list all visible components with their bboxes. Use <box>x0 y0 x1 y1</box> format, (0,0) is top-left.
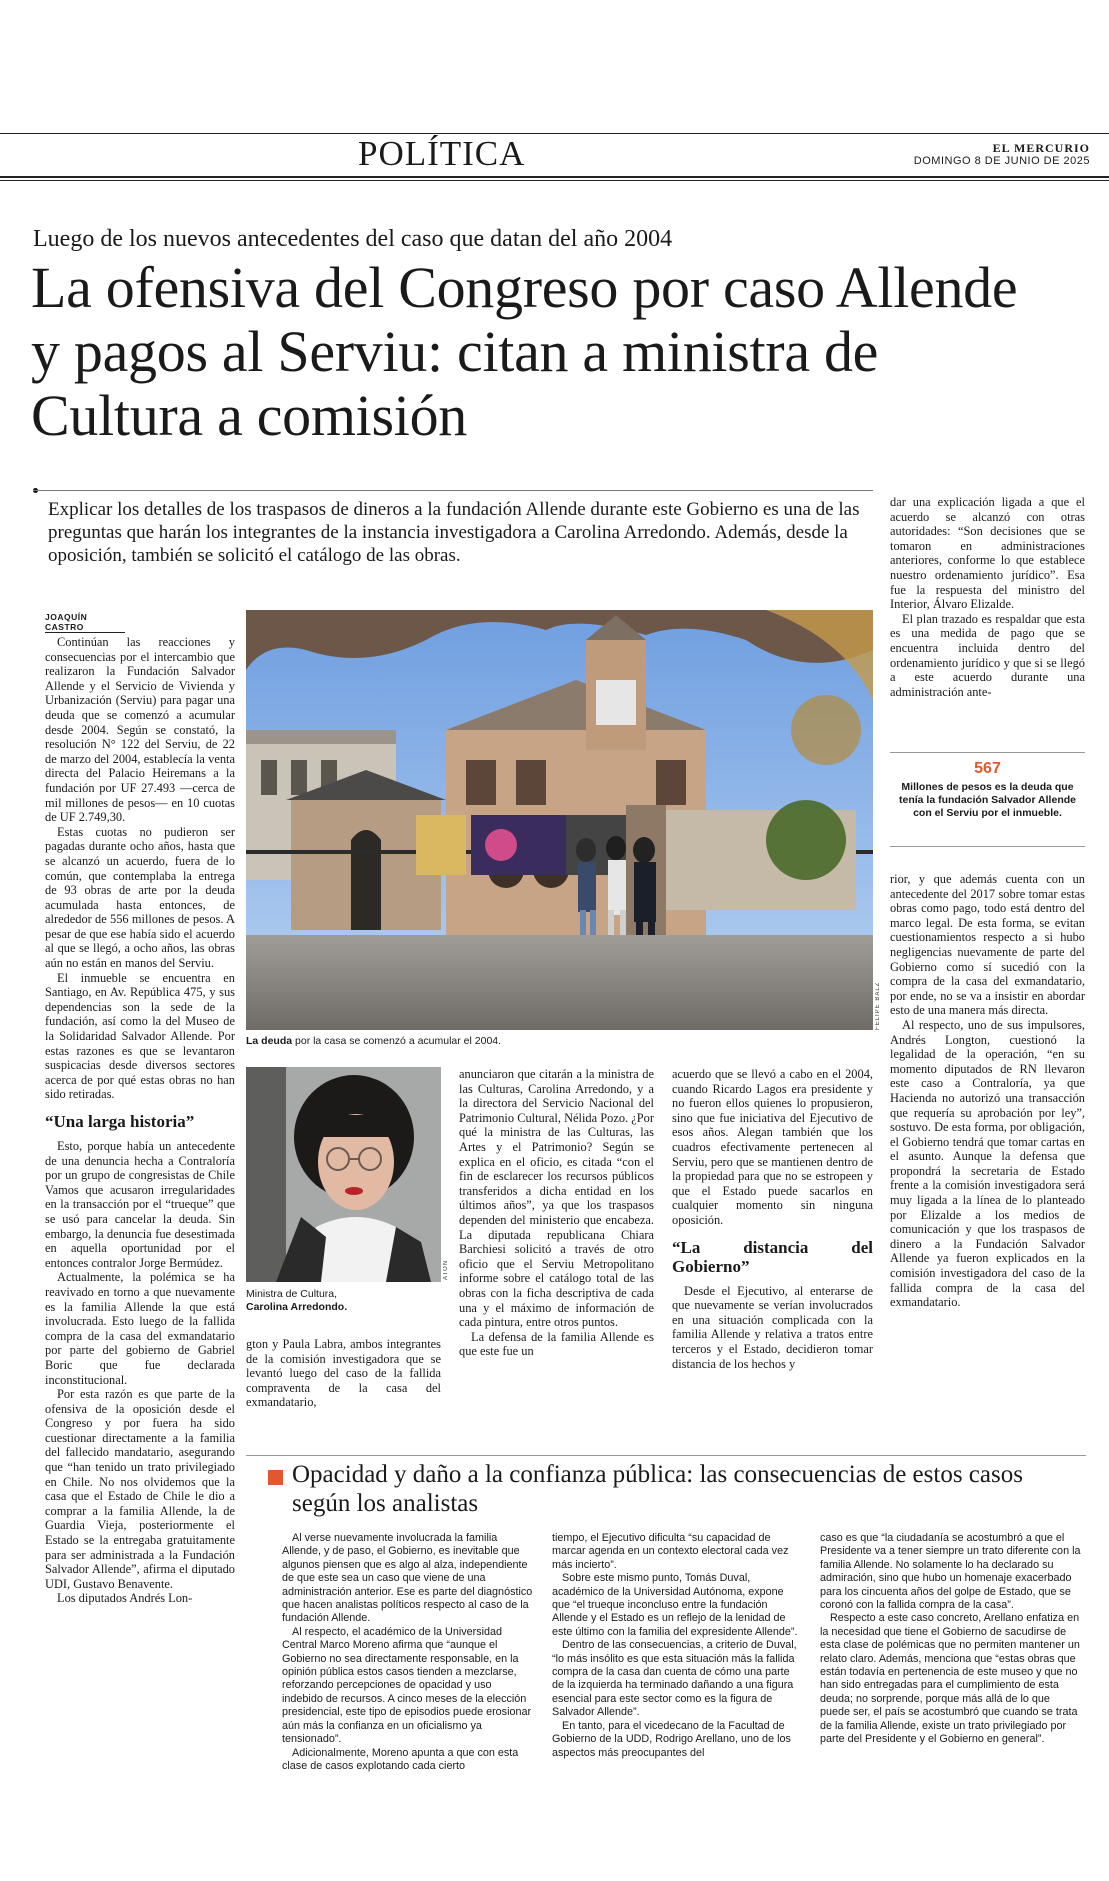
box-column-1 <box>282 1532 535 1773</box>
stat-rule-bottom <box>890 846 1085 847</box>
paragraph: Los diputados Andrés Lon- <box>57 1591 193 1606</box>
paragraph: Esto, porque había un antecedente de una denuncia hecha a Contraloría por un grupo de congresistas de Chile Vamos que acusaron irregularidades en la transacción por el “trueque” que se usó para cancelar la deuda. Sin embargo, la denuncia fue desestimada en aquella oportunidad por el entonces contralor Jorge Bermúdez. <box>45 1139 235 1270</box>
paragraph: acuerdo que se llevó a cabo en el 2004, cuando Ricardo Lagos era presidente y no fueron ellos quienes lo propusieron, sino que fue iniciativa del Ejecutivo de esos años. Alegan también que los cuadros efectivamente pertenecen al Serviu, pero que se mantienen dentro de la propiedad para que no se estropeen y que el Estado puede sacarlos en cualquier momento sin ninguna oposición. <box>672 1067 873 1227</box>
article-kicker: Luego de los nuevos antecedentes del caso que datan del año 2004 <box>33 226 673 252</box>
box-column-3 <box>820 1532 1082 1747</box>
headline-rule <box>33 490 873 491</box>
article-column-1 <box>45 635 235 1606</box>
photo-credit: FELIPE BALZ <box>875 981 881 1030</box>
palacio-heiremans-photo <box>246 610 873 1030</box>
article-column-2 <box>246 1337 441 1410</box>
box-column-2 <box>552 1532 804 1760</box>
stat-number: 567 <box>974 760 1001 777</box>
portrait-caption-role: Ministra de Cultura, <box>246 1288 338 1300</box>
article-column-5-top <box>890 495 1085 699</box>
paragraph: El plan trazado es respaldar que esta es una medida de pago que se encuentra incluida dentro del ordenamiento jurídico y que si se llegó a este acuerdo durante una administración ante- <box>890 611 1085 699</box>
box-title: Opacidad y daño a la confianza pública: las consecuencias de estos casos según los analistas <box>292 1461 1023 1517</box>
newspaper-name: EL MERCURIO <box>992 141 1090 155</box>
paragraph: El inmueble se encuentra en Santiago, en Av. República 475, y sus dependencias son la sede de la fundación, así como la del Museo de la Solidaridad Salvador Allende. Por estas razones es que se levantaron suspicacias desde diversos sectores acerca de por qué estas obras no han sido retiradas. <box>45 970 235 1102</box>
article-column-3 <box>459 1067 654 1359</box>
paragraph: Respecto a este caso concreto, Arellano enfatiza en la necesidad que tiene el Gobierno de sacudirse de esta clase de polémicas que no permiten mantener un relato claro. Además, menciona que “estas obras que están todavía en pertenencia de este museo y que no han sido entregadas para el cumplimiento de esta deuda; no sorprende, porque más allá de lo que puede ser, el país se acostumbró que cuando se trata de la familia Allende, existe un trato privilegiado por parte del Presidente y el Gobierno en general”. <box>820 1612 1080 1746</box>
paragraph: Estas cuotas no pudieron ser pagadas durante ocho años, hasta que se alcanzó un acuerdo, fuera de lo común, que contemplaba la entrega de 93 obras de arte por la deuda acumulada hasta entonces, de alrededor de 556 millones de pesos. A pesar de que ese había sido el acuerdo al que se llegó, a ocho años, las obras aún no están en manos del Serviu. <box>45 824 235 971</box>
paragraph: En tanto, para el vicedecano de la Facultad de Gobierno de la UDD, Rodrigo Arellano, uno de los aspectos más preocupantes del <box>552 1719 791 1759</box>
paragraph: tiempo, el Ejecutivo dificulta “su capacidad de marcar agenda en un contexto electoral cada vez más incierto”. <box>552 1532 789 1571</box>
paragraph: Continúan las reacciones y consecuencias por el intercambio que realizaron la Fundación Salvador Allende y el Servicio de Vivienda y Urbanización (Serviu) para pagar una deuda que se comenzó a acumular desde 2004. Según se constató, la resolución N° 122 del Serviu, de 22 de marzo del 2004, establecía la venta directa del Palacio Heiremans a la fundación por UF 27.493 —cerca de mil millones de pesos— en 10 cuotas de UF 2.749,30. <box>45 635 235 825</box>
carolina-arredondo-portrait <box>246 1067 441 1282</box>
portrait-caption-name: Carolina Arredondo. <box>246 1301 348 1313</box>
subheading-larga-historia: “Una larga historia” <box>45 1112 195 1131</box>
main-photo <box>246 610 873 1030</box>
stat-description: Millones de pesos es la deuda que tenía la fundación Salvador Allende con el Serviu por el inmueble. <box>899 781 1076 819</box>
paragraph: Al respecto, el académico de la Universidad Central Marco Moreno afirma que “aunque el Gobierno no sea directamente responsable, en la opinión pública estos casos tienden a mezclarse, reforzando percepciones de opacidad y uso indebido de recursos. A cinco meses de la elección presidencial, este tipo de episodios puede erosionar aún más la confianza en un oficialismo ya tensionado”. <box>282 1625 532 1746</box>
edition-date: DOMINGO 8 DE JUNIO DE 2025 <box>913 155 1090 167</box>
box-marker-icon <box>268 1470 283 1485</box>
paragraph: Al verse nuevamente involucrada la familia Allende, y de paso, el Gobierno, es inevitable que algunos piensen que es algo al alza, independiente de que este sea un caso que viene de una administración anterior. Ese es parte del diagnóstico que hacen analistas políticos respecto al caso de la fundación Allende. <box>282 1532 533 1625</box>
subheading-distancia-gobierno: “La distancia del Gobierno” <box>672 1237 873 1276</box>
paragraph: Sobre este mismo punto, Tomás Duval, académico de la Universidad Autónoma, expone que “el trueque inconcluso entre la fundación Allende y el Estado es un reflejo de la lenidad de este último con la familia del expresidente Allende”. <box>552 1572 798 1638</box>
article-byline: JOAQUÍN CASTRO <box>45 612 125 633</box>
paragraph: anunciaron que citarán a la ministra de las Culturas, Carolina Arredondo, y a la directora del Servicio Nacional del Patrimonio Cultural, Nélida Pozo. ¿Por qué la ministra de las Culturas, las Artes y el Patrimonio? Según se explica en el oficio, es citada “con el fin de esclarecer los recursos públicos transferidos a dicha entidad en los últimos años”, ya que los traspasos dependen del ministerio que encabeza. La diputada republicana Chiara Barchiesi solicitó a través de otro oficio que el Serviu Metropolitano informe sobre el catálogo total de las obras con la ficha descriptiva de cada una y el máximo de información de cada pintura, entre otros puntos. <box>459 1067 654 1330</box>
paragraph: dar una explicación ligada a que el acuerdo se alcanzó con otras autoridades: “Son decisiones que se tomaron en administraciones anteriores, conforme lo que establece nuestro ordenamiento jurídico”. Esa fue la respuesta del ministro del Interior, Álvaro Elizalde. <box>890 495 1085 612</box>
article-column-5-bottom <box>890 872 1085 1310</box>
paragraph: Dentro de las consecuencias, a criterio de Duval, “lo más insólito es que esta situación más la fallida compra de la casa dan cuenta de cómo una parte de la izquierda ha terminado dañando a una figura esencial para este sector como es la figura de Salvador Allende”. <box>552 1639 797 1719</box>
photo-caption-text: por la casa se comenzó a acumular el 2004. <box>292 1035 502 1047</box>
header-rule-thin <box>0 180 1109 181</box>
paragraph: Por esta razón es que parte de la ofensiva de la oposición desde el Congreso y por fuera ha sido cuestionar directamente a la familia del fallecido mandatario, asegurando que “han tenido un trato privilegiado en Chile. No nos olvidemos que la casa que el Estado de Chile le dio a comprar a la familia Allende, la de Guardia Vieja, posteriormente el Estado se la entregaba gratuitamente para ser administrada a la Fundación Salvador Allende”, afirma el diputado UDI, Gustavo Benavente. <box>45 1387 235 1591</box>
article-lede: Explicar los detalles de los traspasos de dineros a la fundación Allende durante este Gobierno es una de las preguntas que harán los integrantes de la instancia investigadora a Carolina Arredondo. Además, desde la oposición, también se solicitó el catálogo de las obras. <box>48 499 860 566</box>
header-rule-thick <box>0 176 1109 178</box>
stat-rule-top <box>890 752 1085 753</box>
portrait-caption <box>246 1288 441 1314</box>
paragraph: La defensa de la familia Allende es que este fue un <box>459 1329 654 1359</box>
paragraph: gton y Paula Labra, ambos integrantes de la comisión investigadora que se levantó luego del caso de la fallida compraventa de la casa del exmandatario, <box>246 1337 441 1410</box>
paragraph: Al respecto, uno de sus impulsores, Andrés Longton, cuestionó la legalidad de la operación, “en su momento diputados de RN llevaron este caso a Contraloría, ya que Hacienda no autorizó una transacción que requería su aprobación por ley”, sostuvo. De esta forma, por obligación, el Gobierno tendrá que tomar cartas en el asunto. Aunque la defensa que propondrá la secretaria de Estado frente a la comisión investigadora será muy ligada a la línea de lo planteado por Elizalde a los medios de comunicación y que los traspasos de dinero a la Fundación Salvador Allende ya fueron explicados en la comisión investigadora del caso de la fallida compra de la casa del exmandatario. <box>890 1017 1085 1310</box>
section-title: POLÍTICA <box>358 134 526 173</box>
portrait-credit: ATON <box>443 1259 449 1280</box>
photo-caption-lead: La deuda <box>246 1035 293 1047</box>
article-headline: La ofensiva del Congreso por caso Allende y pagos al Serviu: citan a ministra de Cultura a comisión <box>31 255 1018 448</box>
paragraph: Desde el Ejecutivo, al enterarse de que nuevamente se verían involucrados en una situación complicada con la familia Allende y relativa a tratos entre terceros y el Estado, decidieron tomar distancia de los hechos y <box>672 1283 873 1371</box>
article-column-4 <box>672 1067 873 1371</box>
photo-caption <box>246 1035 806 1048</box>
paragraph: Adicionalmente, Moreno apunta a que con esta clase de casos explotando cada cierto <box>282 1746 519 1772</box>
paragraph: Actualmente, la polémica se ha reavivado en torno a que nuevamente es la familia Allende la que está involucrada. Esto luego de la fallida compra de la casa del exmandatario por parte del gobierno de Gabriel Boric que fue declarada inconstitucional. <box>45 1270 235 1387</box>
portrait-photo <box>246 1067 441 1282</box>
box-rule-top <box>246 1455 1086 1456</box>
paragraph: rior, y que además cuenta con un antecedente del 2017 sobre tomar estas obras como pago, todo está dentro del marco legal. De esta forma, se evitan cuestionamientos respecto a si hubo negligencias nuevamente de parte del Gobierno como sí sucedió con la compra de la casa del exmandatario, por ende, no se va a insistir en abordar esto de una manera más directa. <box>890 872 1085 1018</box>
paragraph: caso es que “la ciudadanía se acostumbró a que el Presidente va a tener siempre un trato diferente con la familia Allende. No solamente lo ha declarado su admiración, sino que hubo un homenaje exacerbado para los cincuenta años del golpe de Estado, que se coronó con la fallida compra de la casa”. <box>820 1532 1081 1612</box>
